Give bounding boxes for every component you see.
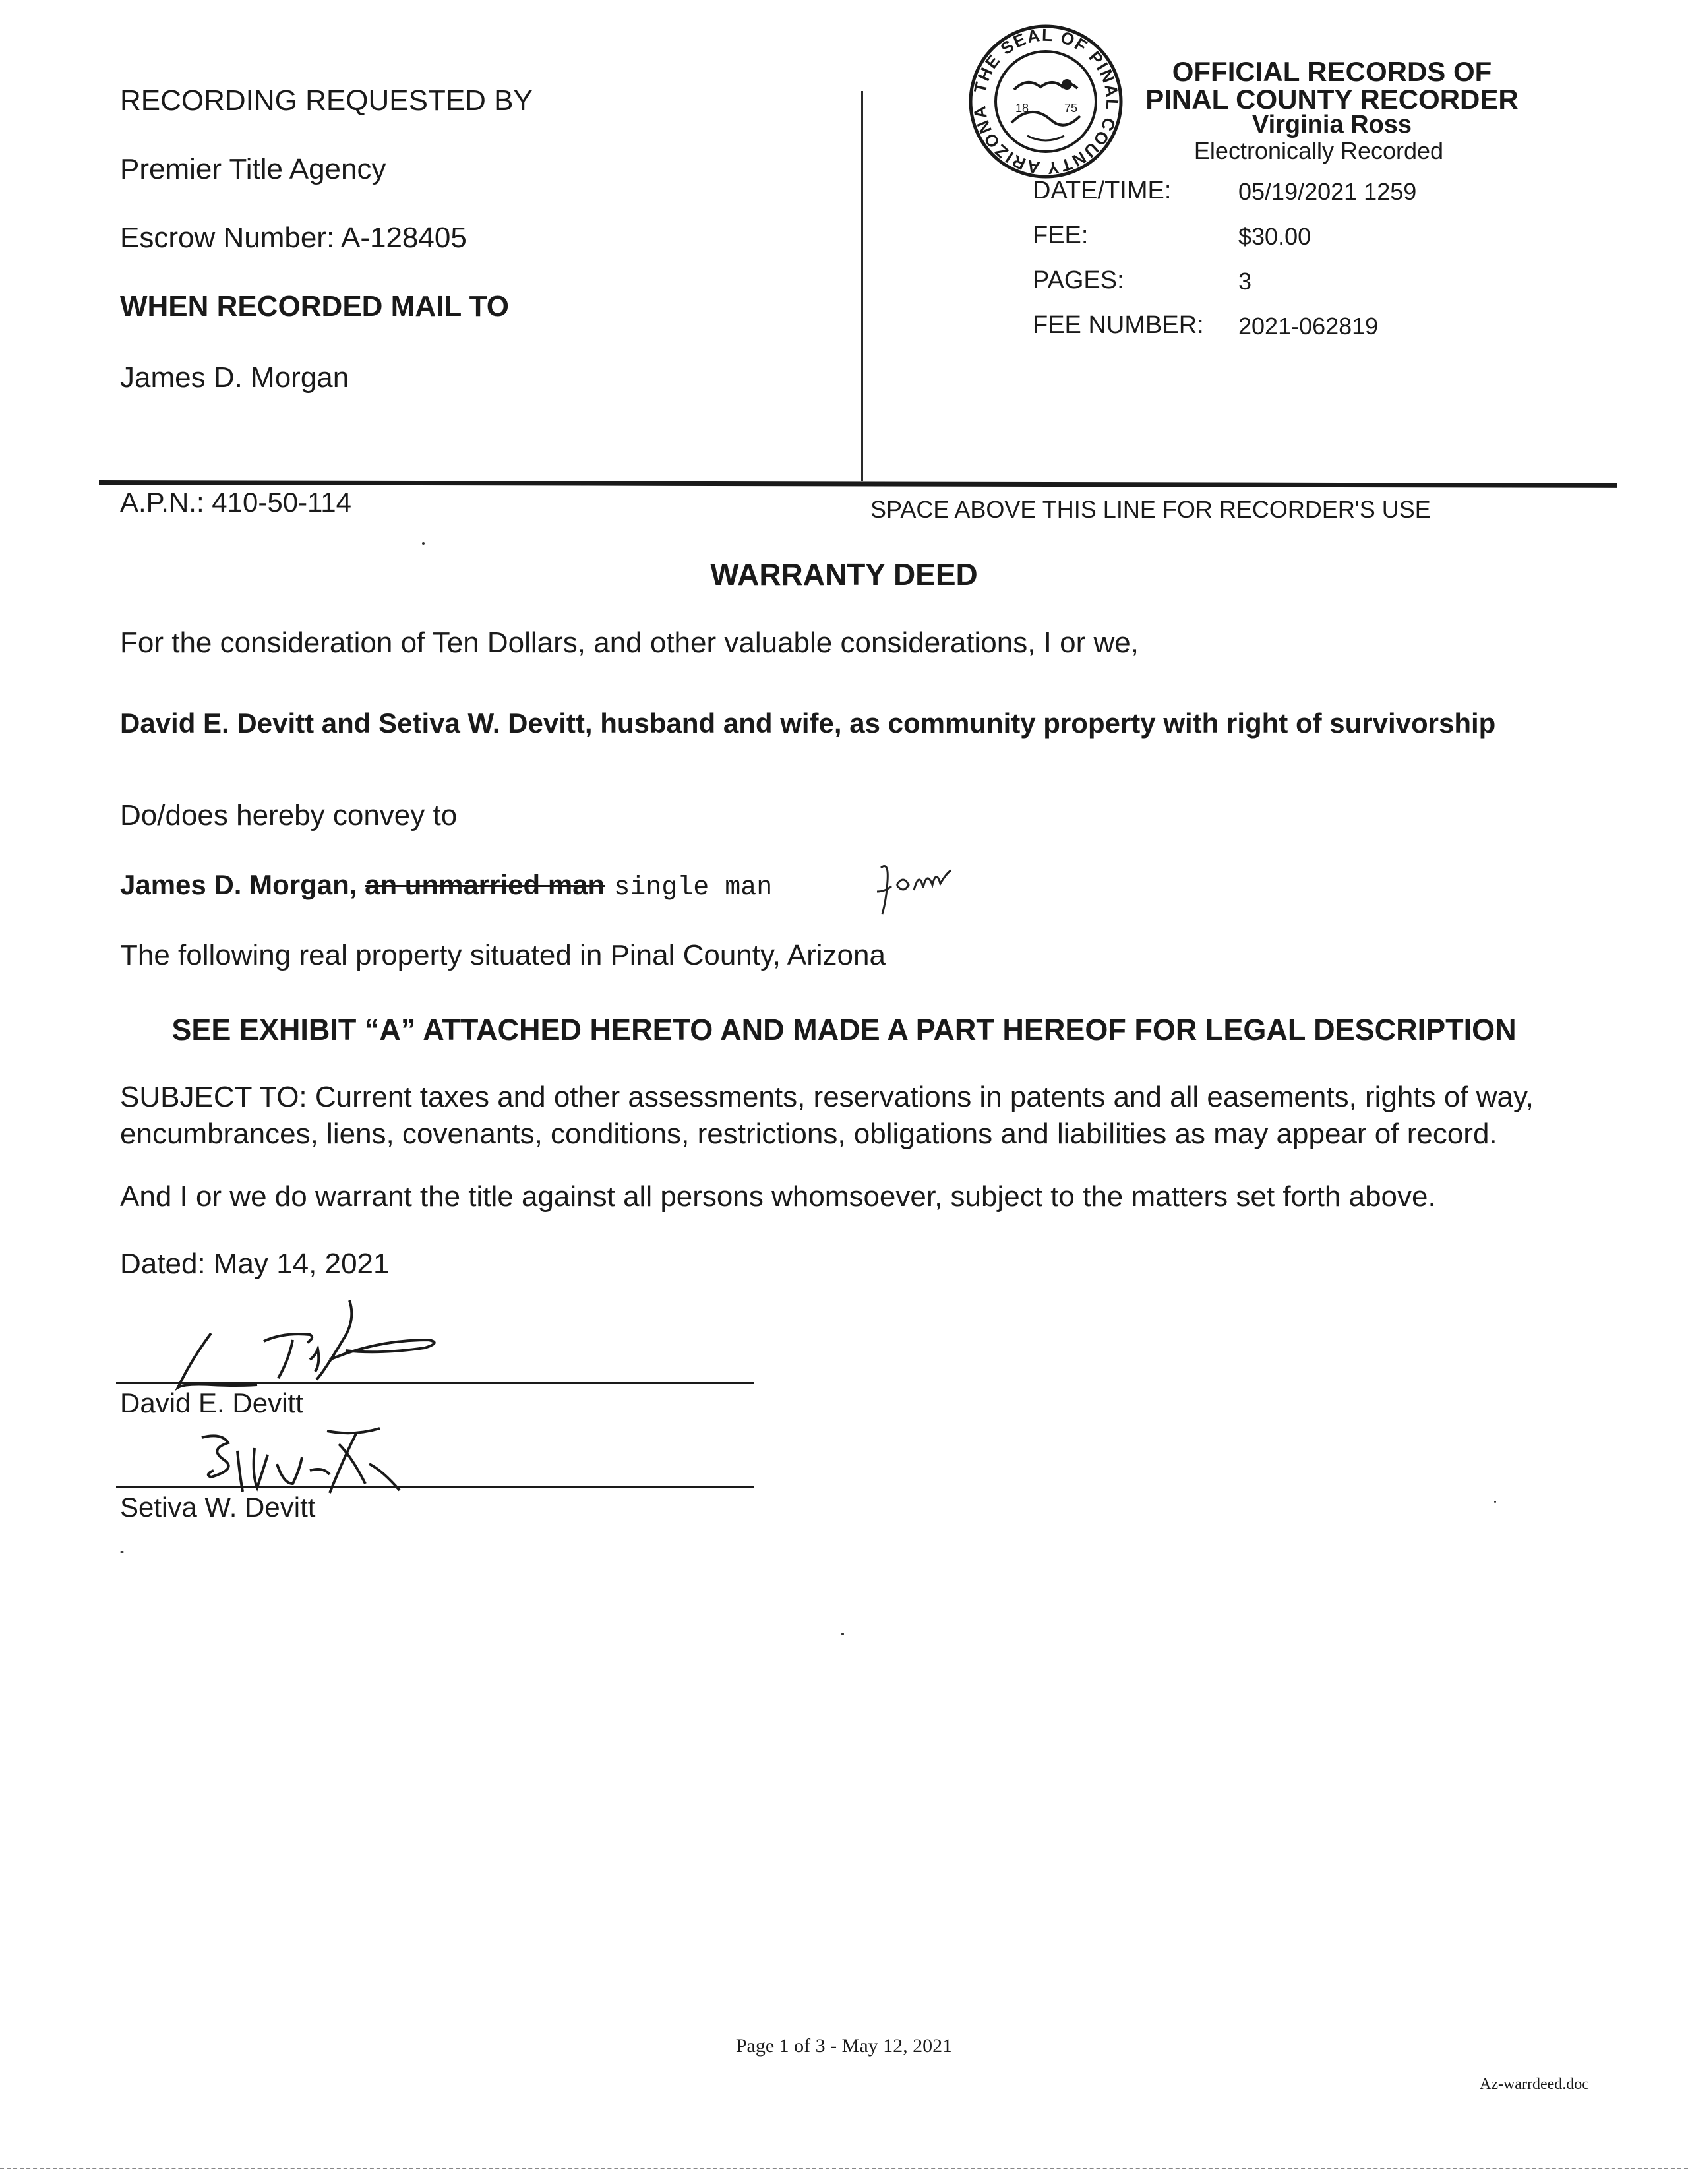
recording-requested-label: RECORDING REQUESTED BY xyxy=(120,84,533,117)
svg-text:75: 75 xyxy=(1064,102,1078,115)
agency-name: Premier Title Agency xyxy=(120,153,386,185)
convey-text: Do/does hereby convey to xyxy=(120,799,458,832)
fee-number-value: 2021-062819 xyxy=(1238,313,1379,340)
scan-speck xyxy=(1494,1501,1496,1503)
recorder-title-line1: OFFICIAL RECORDS OF xyxy=(1172,56,1492,87)
signature-line xyxy=(116,1486,754,1488)
warranty-text: And I or we do warrant the title against all persons whomsoever, subject to the matters set forth above. xyxy=(120,1180,1436,1213)
datetime-label: DATE/TIME: xyxy=(1033,177,1172,204)
exhibit-reference: SEE EXHIBIT “A” ATTACHED HERETO AND MADE A PART HEREOF FOR LEGAL DESCRIPTION xyxy=(171,1013,1517,1046)
signer-name: David E. Devitt xyxy=(120,1387,303,1418)
pages-label: PAGES: xyxy=(1033,266,1124,294)
scan-speck xyxy=(120,1551,124,1553)
pages-value: 3 xyxy=(1238,268,1252,295)
scan-edge xyxy=(0,2168,1688,2171)
svg-text:18: 18 xyxy=(1015,102,1029,115)
mail-to-name: James D. Morgan xyxy=(120,361,349,394)
escrow-number: Escrow Number: A-128405 xyxy=(120,222,467,254)
fee-number-label: FEE NUMBER: xyxy=(1033,311,1204,339)
handwritten-initials xyxy=(868,855,980,921)
signature-david-devitt xyxy=(152,1294,495,1393)
scan-speck xyxy=(841,1633,844,1635)
recorder-title-line2: PINAL COUNTY RECORDER xyxy=(1145,84,1519,115)
signature-line xyxy=(116,1382,754,1384)
scan-speck xyxy=(422,542,425,545)
property-location-text: The following real property situated in Pinal County, Arizona xyxy=(120,939,886,971)
county-seal-icon xyxy=(968,24,1124,179)
svg-text:THE SEAL OF PINAL COUNTY ARIZO: THE SEAL OF PINAL COUNTY ARIZONA xyxy=(969,24,1123,179)
document-title: WARRANTY DEED xyxy=(710,557,978,592)
dated-text: Dated: May 14, 2021 xyxy=(120,1248,390,1280)
page-footer: Page 1 of 3 - May 12, 2021 xyxy=(735,2035,953,2057)
file-name: Az-warrdeed.doc xyxy=(1480,2076,1589,2093)
grantee-struck-text: an unmarried man xyxy=(365,869,605,900)
when-recorded-label: WHEN RECORDED MAIL TO xyxy=(120,290,509,322)
grantor-text: David E. Devitt and Setiva W. Devitt, husband and wife, as community property with right of survivorship xyxy=(120,708,1496,739)
header-divider xyxy=(861,91,863,481)
recorder-name: Virginia Ross xyxy=(1251,111,1412,138)
datetime-value: 05/19/2021 1259 xyxy=(1238,178,1417,205)
fee-label: FEE: xyxy=(1033,222,1089,249)
recorder-space-note: SPACE ABOVE THIS LINE FOR RECORDER'S USE xyxy=(870,496,1431,523)
subject-to-text: SUBJECT TO: Current taxes and other assessments, reservations in patents and all easements, rights of way, encumbrances, liens, covenants, conditions, restrictions, obligations and liabilities as may appear of record. xyxy=(120,1081,1534,1150)
grantee-line xyxy=(120,869,772,903)
apn-number: A.P.N.: 410-50-114 xyxy=(120,487,352,518)
grantee-typed-correction: single man xyxy=(614,873,773,903)
signature-setiva-devitt xyxy=(191,1424,409,1502)
consideration-text: For the consideration of Ten Dollars, and other valuable considerations, I or we, xyxy=(120,626,1139,659)
fee-value: $30.00 xyxy=(1238,223,1311,250)
signer-name: Setiva W. Devitt xyxy=(120,1492,316,1523)
electronically-recorded-note: Electronically Recorded xyxy=(1193,137,1444,164)
grantee-name: James D. Morgan, xyxy=(120,869,365,900)
